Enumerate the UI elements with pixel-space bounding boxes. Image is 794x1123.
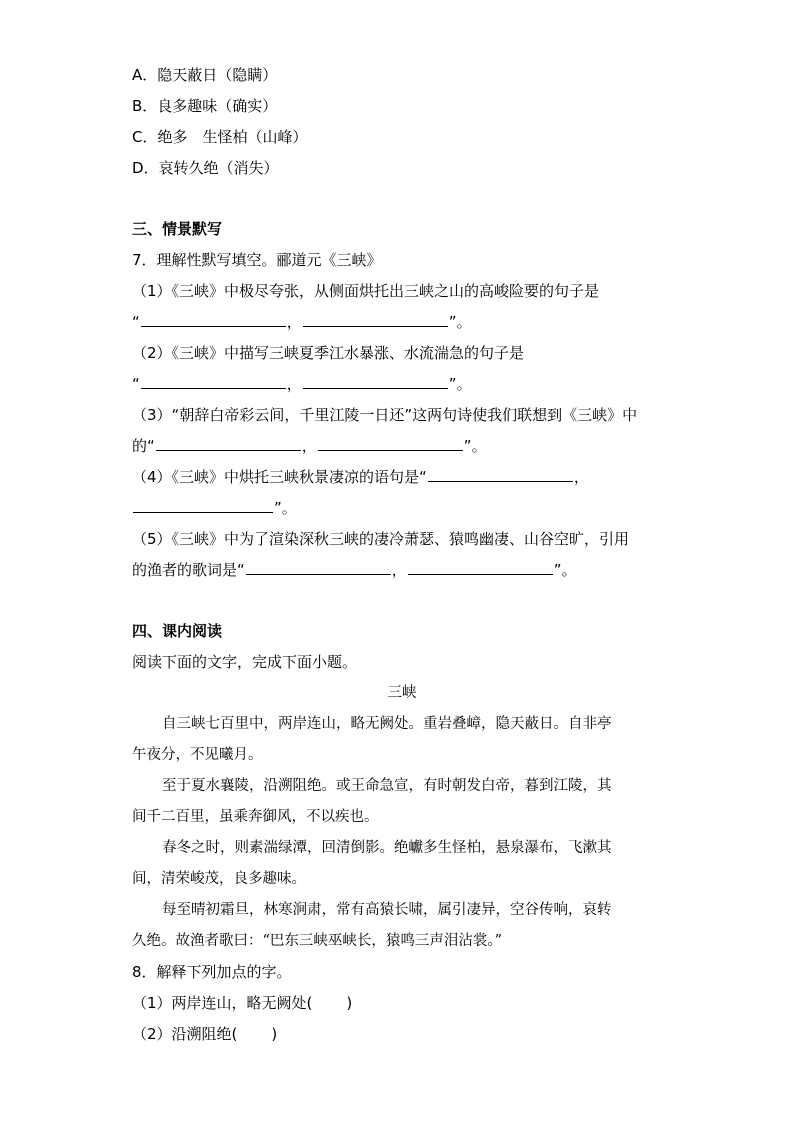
passage-line: 间千二百里，虽乘奔御风，不以疾也。 <box>132 809 379 825</box>
blank[interactable] <box>141 371 286 389</box>
blank[interactable] <box>303 371 448 389</box>
option-d: D．哀转久绝（消失） <box>132 159 279 177</box>
q7-item5-answer <box>132 555 672 586</box>
comma: ， <box>391 561 407 579</box>
prefix: 的渔者的歌词是“ <box>132 561 245 579</box>
passage-title: 三峡 <box>387 685 417 701</box>
blank[interactable] <box>156 433 301 451</box>
q7-item1-answer <box>132 307 672 338</box>
section3-title: 三、情景默写 <box>132 220 223 238</box>
q8-sub1-text: （1）两岸连山，略无阙处( <box>132 994 313 1012</box>
comma: ， <box>301 437 317 455</box>
paren-close: ) <box>346 994 353 1012</box>
option-a: A．隐天蔽日（隐瞒） <box>132 66 278 84</box>
q4-text: （4）《三峡》中烘托三峡秋景凄凉的语句是“ <box>132 468 427 486</box>
question-8: 8．解释下列加点的字。 <box>132 963 292 981</box>
q7-item4-answer <box>132 493 672 524</box>
close-quote: ”。 <box>274 499 297 517</box>
q7-item5: （5）《三峡》中为了渲染深秋三峡的凄冷萧瑟、猿鸣幽凄、山谷空旷，引用 <box>132 530 630 548</box>
passage-line: 每至晴初霜旦，林寒涧肃，常有高猿长啸，属引凄异，空谷传响，哀转 <box>162 902 612 918</box>
open-quote: “ <box>132 313 140 331</box>
passage-line: 至于夏水襄陵，沿溯阻绝。或王命急宣，有时朝发白帝，暮到江陵，其 <box>162 778 612 794</box>
blank[interactable] <box>318 433 463 451</box>
question-7: 7．理解性默写填空。郦道元《三峡》 <box>132 251 382 269</box>
q8-item2 <box>132 1019 672 1050</box>
q7-item3: （3）“朝辞白帝彩云间，千里江陵一日还”这两句诗使我们联想到《三峡》中 <box>132 406 638 424</box>
q7-item2: （2）《三峡》中描写三峡夏季江水暴涨、水流湍急的句子是 <box>132 344 525 362</box>
q7-item3-answer <box>132 431 672 462</box>
q8-item1 <box>132 988 672 1019</box>
spacer <box>132 586 672 616</box>
passage-line: 自三峡七百里中，两岸连山，略无阙处。重岩叠嶂，隐天蔽日。自非亭 <box>162 716 612 732</box>
close-quote: ”。 <box>448 313 472 331</box>
close-quote: ”。 <box>463 437 487 455</box>
q7-item4 <box>132 462 672 493</box>
passage-line: 久绝。故渔者歌曰：“巴东三峡巫峡长，猿鸣三声泪沾裳。” <box>132 933 503 949</box>
passage-line: 午夜分，不见曦月。 <box>132 747 263 763</box>
comma: ， <box>573 468 589 486</box>
blank[interactable] <box>408 557 553 575</box>
paren-close: ) <box>271 1025 278 1043</box>
close-quote: ”。 <box>448 375 472 393</box>
blank[interactable] <box>303 309 448 327</box>
open-quote: “ <box>132 375 140 393</box>
option-b: B．良多趣味（确实） <box>132 97 278 115</box>
blank[interactable] <box>428 464 573 482</box>
close-quote: ”。 <box>553 561 577 579</box>
reading-instruction: 阅读下面的文字，完成下面小题。 <box>132 653 358 671</box>
blank[interactable] <box>246 557 391 575</box>
passage-line: 春冬之时，则素湍绿潭，回清倒影。绝巘多生怪柏，悬泉瀑布，飞漱其 <box>162 840 612 856</box>
blank[interactable] <box>133 495 273 513</box>
exam-page <box>132 60 672 1050</box>
q8-sub2-text: （2）沿溯阻绝( <box>132 1025 238 1043</box>
option-c: C．绝多 生怪柏（山峰） <box>132 128 308 146</box>
prefix: 的“ <box>132 437 155 455</box>
blank[interactable] <box>141 309 286 327</box>
passage-line: 间，清荣峻茂，良多趣味。 <box>132 871 306 887</box>
q7-item2-answer <box>132 369 672 400</box>
section4-title: 四、课内阅读 <box>132 622 223 640</box>
comma: ， <box>286 313 302 331</box>
spacer <box>132 184 672 214</box>
q7-item1: （1）《三峡》中极尽夸张，从侧面烘托出三峡之山的高峻险要的句子是 <box>132 282 600 300</box>
comma: ， <box>286 375 302 393</box>
